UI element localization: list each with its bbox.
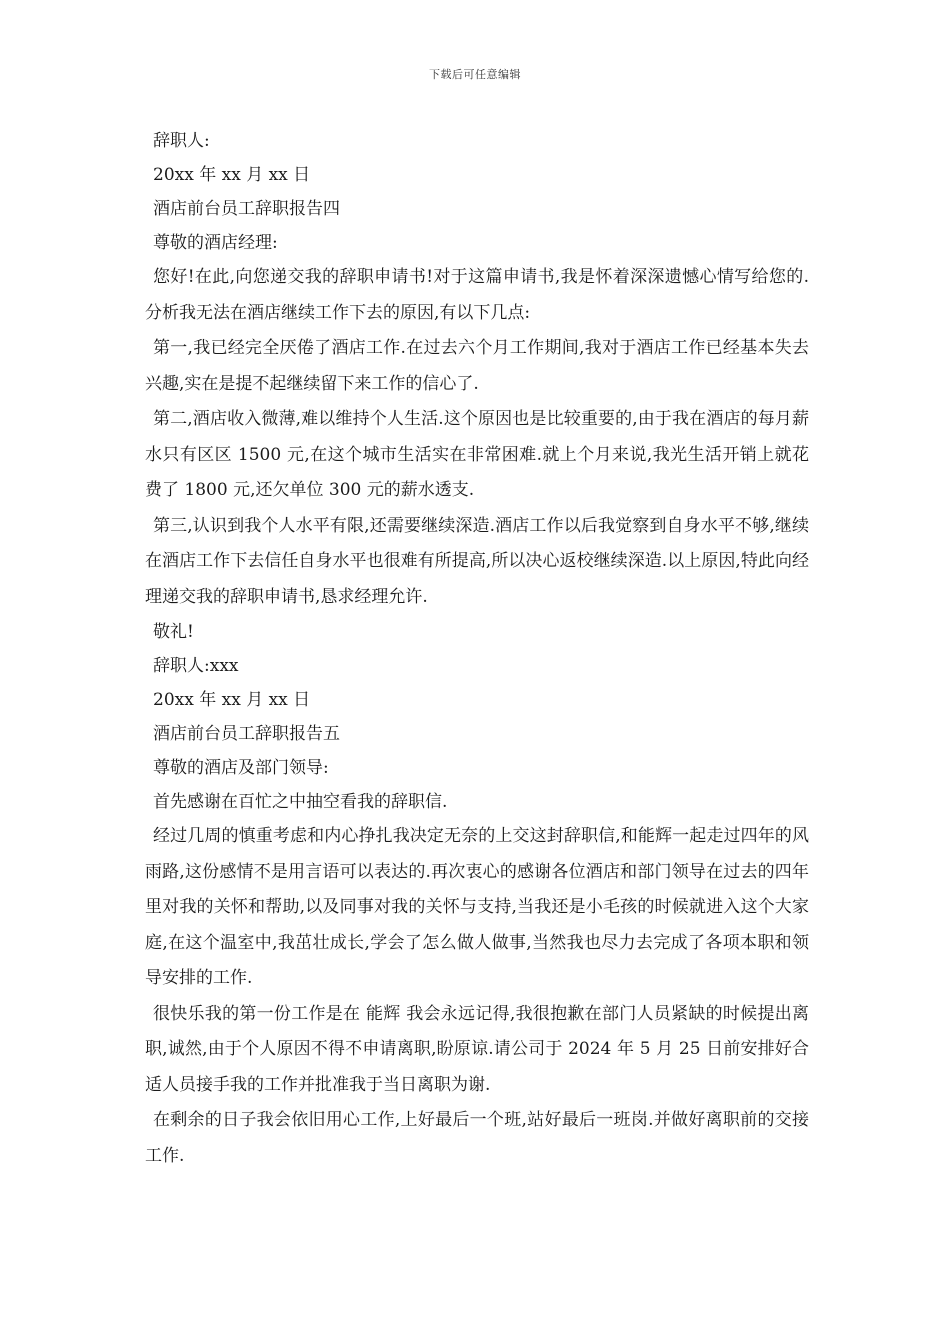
signature-date: 20xx 年 xx 月 xx 日 — [153, 690, 311, 710]
salutation: 尊敬的酒店经理: — [153, 233, 278, 253]
body-paragraph: 经过几周的慎重考虑和内心挣扎我决定无奈的上交这封辞职信,和能辉一起走过四年的风雨路,这份感情不是用言语可以表达的.再次衷心的感谢各位酒店和部门领导在过去的四年里对我的关怀和帮助,以及同事对我的关怀与支持,当我还是小毛孩的时候就进入这个大家庭,在这个温室中,我茁壮成长,学会了怎么做人做事,当然我也尽力去完成了各项本职和领导安排的工作. — [145, 826, 809, 988]
body-line: 首先感谢在百忙之中抽空看我的辞职信. — [153, 792, 448, 812]
body-paragraph: 第二,酒店收入微薄,难以维持个人生活.这个原因也是比较重要的,由于我在酒店的每月薪水只有区区 1500 元,在这个城市生活实在非常困难.就上个月来说,我光生活开销上就花费了 1800 元,还欠单位 300 元的薪水透支. — [145, 409, 809, 500]
body-paragraph: 在剩余的日子我会依旧用心工作,上好最后一个班,站好最后一班岗.并做好离职前的交接工作. — [145, 1110, 809, 1166]
section-title: 酒店前台员工辞职报告四 — [153, 199, 340, 219]
body-paragraph: 第一,我已经完全厌倦了酒店工作.在过去六个月工作期间,我对于酒店工作已经基本失去兴趣,实在是提不起继续留下来工作的信心了. — [145, 338, 809, 394]
body-paragraph: 您好!在此,向您递交我的辞职申请书!对于这篇申请书,我是怀着深深遗憾心情写给您的.分析我无法在酒店继续工作下去的原因,有以下几点: — [145, 267, 809, 323]
signature-label: 辞职人:xxx — [153, 656, 239, 676]
signature-date: 20xx 年 xx 月 xx 日 — [153, 165, 311, 185]
closing: 敬礼! — [153, 622, 194, 642]
salutation: 尊敬的酒店及部门领导: — [153, 758, 329, 778]
body-paragraph: 第三,认识到我个人水平有限,还需要继续深造.酒店工作以后我觉察到自身水平不够,继续在酒店工作下去信任自身水平也很难有所提高,所以决心返校继续深造.以上原因,特此向经理递交我的辞职申请书,恳求经理允许. — [145, 515, 809, 607]
page-header: 下载后可任意编辑 — [429, 68, 521, 81]
body-paragraph: 很快乐我的第一份工作是在 能辉 我会永远记得,我很抱歉在部门人员紧缺的时候提出离职,诚然,由于个人原因不得不申请离职,盼原谅.请公司于 2024 年 5 月 25 日前安排好合适人员接手我的工作并批准我于当日离职为谢. — [145, 1003, 809, 1095]
signature-label: 辞职人: — [153, 131, 210, 151]
section-title: 酒店前台员工辞职报告五 — [153, 724, 340, 744]
document-body — [145, 124, 809, 1174]
